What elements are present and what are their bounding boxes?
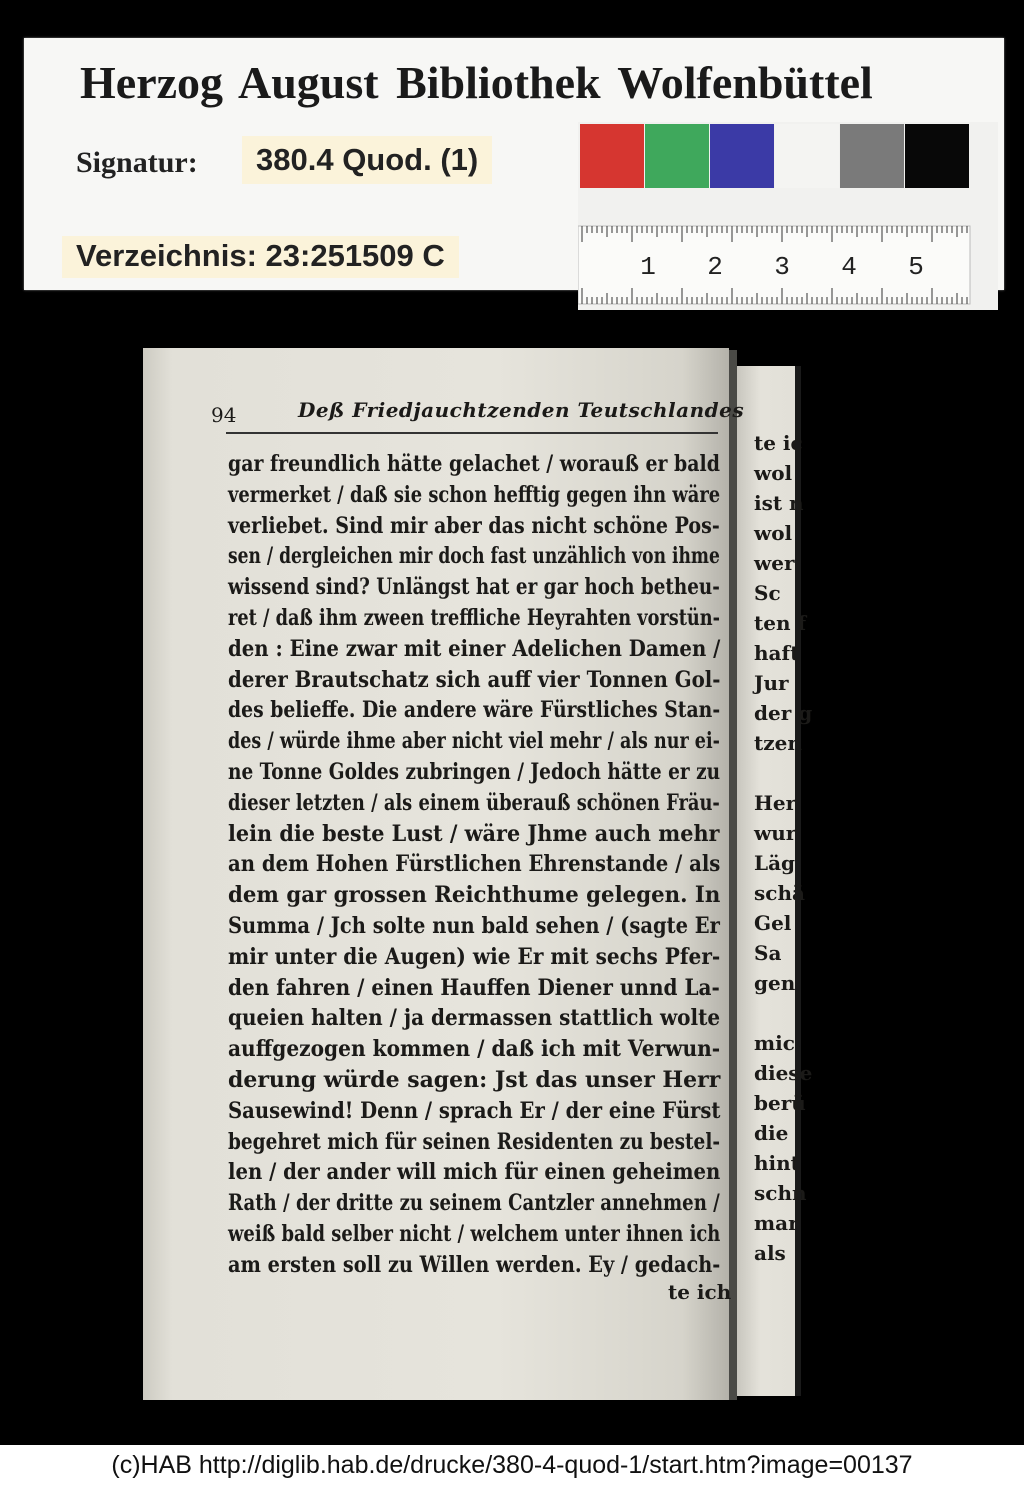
facing-text-fragment: mar [754, 1211, 799, 1235]
color-patch-blue [710, 124, 774, 188]
facing-text-fragment: gen [754, 971, 796, 995]
facing-text-fragment: Her [754, 791, 797, 815]
facing-text-fragment: wol [754, 521, 793, 545]
text-line: an dem Hohen Fürstlichen Ehrenstande / als [228, 851, 721, 878]
text-line: am ersten soll zu Willen werden. Ey / gedach- [228, 1251, 721, 1278]
signature-label: Signatur: [76, 146, 198, 179]
facing-text-fragment: ten f [754, 611, 807, 635]
facing-text-fragment: hint [754, 1151, 800, 1175]
header-rule [226, 432, 718, 434]
text-line: sen / dergleichen mir doch fast unzählich von ihme [228, 543, 720, 570]
facing-text-fragment: berü [754, 1091, 806, 1115]
facing-text-fragment: Läg [754, 851, 796, 875]
copyright-footer: (c)HAB http://diglib.hab.de/drucke/380-4-quod-1/start.htm?image=00137 [0, 1445, 1024, 1486]
running-head: Deß Friedjauchtzenden Teutschlandes [298, 398, 745, 422]
color-patch-green [645, 124, 709, 188]
facing-text-fragment: Sc [754, 581, 781, 605]
text-line: gar freundlich hätte gelachet / worauß er bald [228, 451, 720, 477]
text-line: den fahren / einen Hauffen Diener unnd La- [228, 974, 720, 1001]
facing-text-fragment: schä [754, 881, 805, 905]
text-line: Sausewind! Denn / sprach Er / der eine Fürst [228, 1097, 721, 1124]
text-line: mir unter die Augen) wie Er mit sechs Pfer- [228, 943, 721, 970]
ruler-number: 2 [707, 252, 723, 282]
text-line: lein die beste Lust / wäre Jhme auch mehr [228, 820, 720, 847]
facing-text-fragment: der g [754, 701, 813, 725]
color-patch-black [905, 124, 969, 188]
text-line: ret / daß ihm zween treffliche Heyrahten vorstün- [228, 605, 720, 631]
text-line: derer Brautschatz sich auff vier Tonnen Gol- [228, 666, 721, 693]
text-line: des belieffe. Die andere wäre Fürstliches Stan- [228, 697, 721, 724]
color-patch-white [775, 124, 839, 188]
color-patch-gray [840, 124, 904, 188]
facing-text-fragment: haft [754, 641, 800, 665]
color-ruler-svg [578, 122, 998, 310]
facing-text-fragment: mic [754, 1031, 795, 1055]
facing-text-fragment: ist n [754, 491, 804, 515]
ruler-number: 1 [640, 252, 656, 282]
page-number: 94 [211, 403, 237, 427]
facing-text-fragment: wur [754, 821, 797, 845]
color-patch-red [580, 124, 644, 188]
facing-text-fragment: Gel [754, 911, 792, 935]
text-line: den : Eine zwar mit einer Adelichen Damen / [228, 635, 721, 662]
verzeichnis-label: Verzeichnis: 23:251509 C [62, 236, 459, 278]
text-line: weiß bald selber nicht / welchem unter ihnen ich [228, 1221, 721, 1247]
text-line: vermerket / daß sie schon hefftig gegen ihn wäre [228, 481, 721, 508]
facing-text-fragment: als [754, 1241, 786, 1265]
color-ruler-target [578, 122, 998, 310]
facing-text-fragment: schn [754, 1181, 807, 1205]
text-line: ne Tonne Goldes zubringen / Jedoch hätte er zu [228, 759, 721, 785]
ruler-number: 3 [774, 252, 790, 282]
text-line: wissend sind? Unlängst hat er gar hoch betheu- [228, 574, 720, 601]
text-line: des / würde ihme aber nicht viel mehr / als nur ei- [228, 728, 720, 755]
text-line: dieser letzten / als einem überauß schönen Fräu- [228, 789, 720, 816]
signature-value: 380.4 Quod. (1) [242, 136, 492, 184]
facing-text-fragment: Jur [754, 671, 789, 695]
text-line: dem gar grossen Reichthume gelegen. In [228, 882, 721, 909]
facing-text-fragment: tzen [754, 731, 802, 755]
text-line: derung würde sagen: Jst das unser Herr [228, 1067, 721, 1093]
facing-text-fragment: diese [754, 1061, 813, 1085]
text-line: len / der ander will mich für einen geheimen [228, 1159, 721, 1186]
text-line: begehret mich für seinen Residenten zu bestel- [228, 1128, 721, 1155]
text-line: auffgezogen kommen / daß ich mit Verwun- [228, 1036, 721, 1063]
reference-card [24, 38, 1004, 290]
facing-text-fragment: die [754, 1121, 789, 1145]
facing-text-fragment: te ic [754, 431, 803, 455]
text-line: Summa / Jch solte nun bald sehen / (sagte Er [228, 913, 720, 939]
text-line: verliebet. Sind mir aber das nicht schöne Pos- [228, 512, 720, 539]
text-line: queien halten / ja dermassen stattlich wolte [228, 1005, 721, 1032]
facing-text-fragment: Sa [754, 941, 782, 965]
facing-text-fragment: wer [754, 551, 795, 575]
facing-text-fragment: wol [754, 461, 793, 485]
book-gutter [729, 350, 737, 1400]
catchword: te ich [668, 1280, 732, 1304]
library-title: Herzog August Bibliothek Wolfenbüttel [80, 57, 873, 108]
ruler-number: 4 [841, 252, 857, 282]
text-line: Rath / der dritte zu seinem Cantzler annehmen / [228, 1190, 720, 1217]
ruler-number: 5 [908, 252, 924, 282]
